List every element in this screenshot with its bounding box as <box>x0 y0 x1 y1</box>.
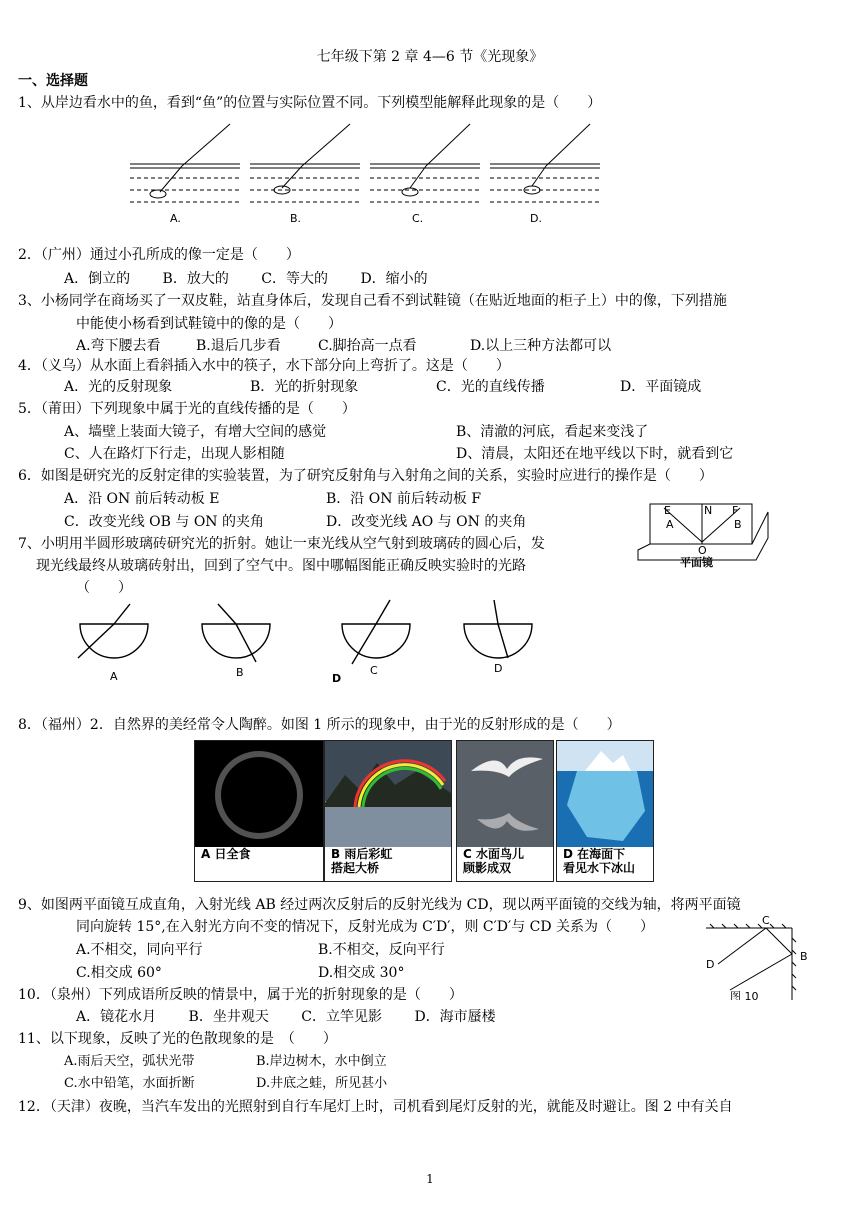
q6-label-e: E <box>664 504 671 517</box>
page-number: 1 <box>426 1172 434 1186</box>
q6-figure <box>636 498 770 570</box>
q7-stem-cont: 现光线最终从玻璃砖射出，回到了空气中。图中哪幅图能正确反映实验时的光路 <box>36 558 526 574</box>
q6-label-a: A <box>666 518 674 531</box>
q8-stem: 8．（福州）2．自然界的美经常令人陶醉。如图 1 所示的现象中，由于光的反射形成的是（ ） <box>18 717 621 733</box>
q2-stem: 2．（广州）通过小孔所成的像一定是（ ） <box>18 247 300 263</box>
q6-option-a: A．沿 ON 前后转动板 E <box>64 491 220 507</box>
q4-option-b: B．光的折射现象 <box>250 379 359 395</box>
q9-stem-cont: 同向旋转 15°,在入射光方向不变的情况下，反射光成为 C′D′，则 C′D′与 CD 关系为（ ） <box>76 919 655 935</box>
q2-options: A．倒立的 B．放大的 C．等大的 D．缩小的 <box>64 271 428 287</box>
page-title: 七年级下第 2 章 4—6 节《光现象》 <box>316 49 544 65</box>
q6-option-b: B．沿 ON 前后转动板 F <box>326 491 482 507</box>
q4-stem: 4．（义乌）从水面上看斜插入水中的筷子，水下部分向上弯折了。这是（ ） <box>18 358 510 374</box>
q1-label-a: A. <box>170 212 181 225</box>
q11-option-d: D.井底之蛙，所见甚小 <box>256 1076 388 1091</box>
q5-option-a: A、墙壁上装面大镜子，有增大空间的感觉 <box>64 424 327 440</box>
q11-option-b: B.岸边树木，水中倒立 <box>256 1054 387 1069</box>
q1-label-d: D. <box>530 212 542 225</box>
q6-label-n: N <box>704 504 713 517</box>
q9-label-d: D <box>706 958 715 971</box>
q3-stem: 3、小杨同学在商场买了一双皮鞋，站直身体后，发现自己看不到试鞋镜（在贴近地面的柜子上）中的像，下列措施 <box>18 293 727 309</box>
q5-option-c: C、人在路灯下行走，出现人影相随 <box>64 446 285 462</box>
q6-stem: 6．如图是研究光的反射定律的实验装置，为了研究反射角与入射角之间的关系，实验时应进行的操作是（ ） <box>18 468 713 484</box>
q1-stem: 1、从岸边看水中的鱼，看到“鱼”的位置与实际位置不同。下列模型能解释此现象的是（ ） <box>18 95 602 111</box>
q9-option-b: B.不相交，反向平行 <box>318 942 445 958</box>
q4-option-c: C．光的直线传播 <box>436 379 545 395</box>
q3-option-a: A.弯下腰去看 <box>76 338 161 354</box>
q8-photo-eclipse: A 日全食 <box>194 740 324 882</box>
q10-options: A．镜花水月 B．坐井观天 C．立竿见影 D．海市蜃楼 <box>76 1009 496 1025</box>
q9-label-b: B <box>800 950 808 963</box>
q7-label-a: A <box>110 670 118 683</box>
q9-figure <box>700 914 820 1000</box>
q7-stem-blank: （ ） <box>76 580 132 596</box>
q7-label-b: B <box>236 666 244 679</box>
q9-option-d: D.相交成 30° <box>318 965 405 981</box>
q12-stem: 12．（天津）夜晚，当汽车发出的光照射到自行车尾灯上时，司机看到尾灯反射的光，就能及时避让。图 2 中有关自 <box>18 1099 733 1115</box>
q6-option-c: C．改变光线 OB 与 ON 的夹角 <box>64 514 265 530</box>
q7-stem: 7、小明用半圆形玻璃砖研究光的折射。她让一束光线从空气射到玻璃砖的圆心后，发 <box>18 536 545 552</box>
q1-label-b: B. <box>290 212 302 225</box>
q11-option-a: A.雨后天空，弧状光带 <box>64 1054 195 1069</box>
q7-figure <box>70 596 550 688</box>
q6-label-b: B <box>734 518 742 531</box>
q3-stem-cont: 中能使小杨看到试鞋镜中的像的是（ ） <box>76 316 342 332</box>
q6-label-mirror: 平面镜 <box>680 556 713 569</box>
q5-stem: 5．（莆田）下列现象中属于光的直线传播的是（ ） <box>18 401 356 417</box>
q11-stem: 11、以下现象，反映了光的色散现象的是 （ ） <box>18 1031 337 1047</box>
q8-photo-rainbow: B 雨后彩虹 搭起大桥 <box>324 740 452 882</box>
q6-option-d: D．改变光线 AO 与 ON 的夹角 <box>326 514 527 530</box>
q9-option-c: C.相交成 60° <box>76 965 162 981</box>
q4-option-a: A．光的反射现象 <box>64 379 173 395</box>
q11-option-c: C.水中铅笔，水面折断 <box>64 1076 195 1091</box>
q1-figure <box>130 118 610 228</box>
q6-label-f: F <box>732 504 739 517</box>
q9-option-a: A.不相交，同向平行 <box>76 942 203 958</box>
q6-label-o: O <box>698 544 707 557</box>
q3-option-b: B.退后几步看 <box>196 338 281 354</box>
q1-label-c: C. <box>412 212 424 225</box>
q8-photo-bird: C 水面鸟儿 顾影成双 <box>456 740 554 882</box>
section-heading: 一、选择题 <box>18 73 88 89</box>
q10-stem: 10．（泉州）下列成语所反映的情景中，属于光的折射现象的是（ ） <box>18 987 463 1003</box>
q8-photo-iceberg: D 在海面下 看见水下冰山 <box>556 740 654 882</box>
q3-option-c: C.脚抬高一点看 <box>318 338 417 354</box>
q7-label-c: C <box>370 664 378 677</box>
q7-extra-label: D <box>332 672 342 685</box>
q9-fig-caption: 图 10 <box>730 990 759 1000</box>
q4-option-d: D．平面镜成 <box>620 379 702 395</box>
q9-stem: 9、如图两平面镜互成直角，入射光线 AB 经过两次反射后的反射光线为 CD，现以两平面镜的交线为轴，将两平面镜 <box>18 897 741 913</box>
q9-label-c: C <box>762 914 770 927</box>
q3-option-d: D.以上三种方法都可以 <box>470 338 612 354</box>
q7-label-d: D <box>494 662 503 675</box>
q5-option-d: D、清晨，太阳还在地平线以下时，就看到它 <box>456 446 734 462</box>
q5-option-b: B、清澈的河底，看起来变浅了 <box>456 424 649 440</box>
